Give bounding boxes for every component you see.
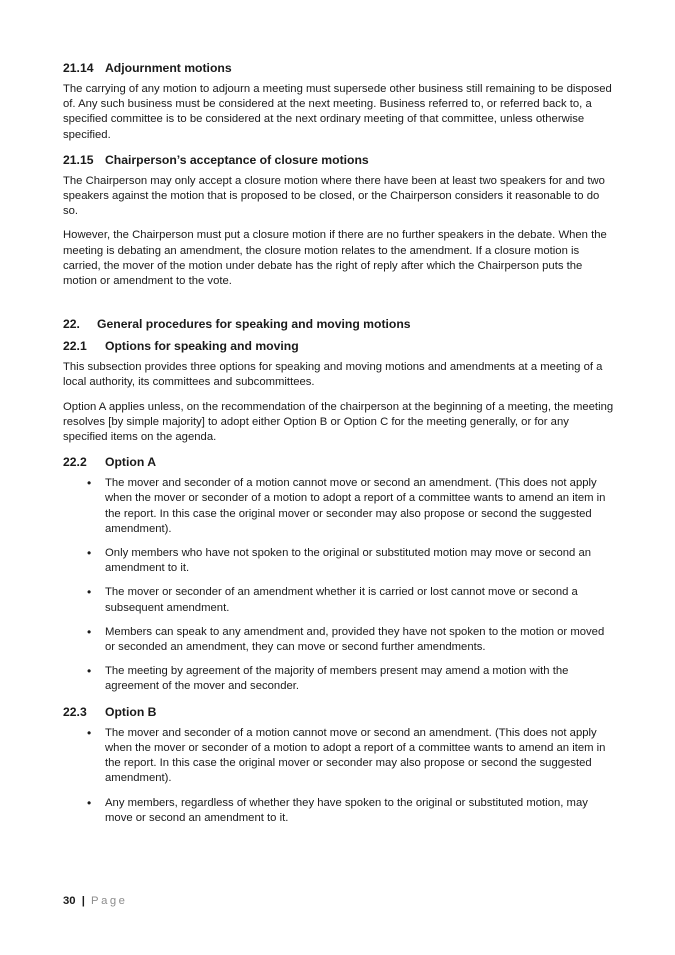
section-title: Option B [105, 704, 157, 719]
spacer [63, 298, 616, 316]
bullet-list-option-b [63, 726, 616, 826]
list-item: • The mover or seconder of an amendment whether it is carried or lost cannot move or second a subsequent amendment. [63, 585, 616, 615]
section-heading-22-2 [63, 454, 616, 470]
list-item: • Members can speak to any amendment and, provided they have not spoken to the motion or moved or seconded an amendment, they can move or second further amendments. [63, 625, 616, 655]
footer-separator: | [81, 895, 85, 907]
paragraph: Option A applies unless, on the recommendation of the chairperson at the beginning of a meeting, the meeting resolves [by simple majority] to adopt either Option B or Option C for the meeting generally, or for any specified items on the agenda. [63, 400, 614, 444]
section-title: Chairperson’s acceptance of closure motions [105, 152, 369, 167]
section-number: 22.2 [63, 455, 87, 470]
section-number: 22. [63, 317, 80, 332]
paragraph: The carrying of any motion to adjourn a meeting must supersede other business still remaining to be disposed of. Any such business must be considered at the next meeting. Business referred to, or referred back to, a specified committee is to be considered at the next ordinary meeting of that committee, unless otherwise specified. [63, 83, 612, 141]
section-title: Adjournment motions [105, 61, 232, 75]
paragraph: This subsection provides three options for speaking and moving motions and amendments at a meeting of a local authority, its committees and subcommittees. [63, 361, 603, 389]
document-page [63, 60, 616, 835]
section-heading-22-1 [63, 338, 616, 354]
section-number: 21.14 [63, 61, 94, 75]
section-number: 22.1 [63, 339, 87, 354]
section-number: 21.15 [63, 152, 94, 167]
list-item: • Only members who have not spoken to the original or substituted motion may move or second an amendment to it. [63, 546, 616, 576]
section-heading-21-15 [63, 152, 616, 168]
section-title: General procedures for speaking and moving motions [97, 317, 411, 332]
paragraph: However, the Chairperson must put a closure motion if there are no further speakers in the debate. When the meeting is debating an amendment, the closure motion relates to the amendment. If a closure motion is carried, the mover of the motion under debate has the right of reply after which the Chairperson puts the motion or amendment to the vote. [63, 229, 607, 288]
page-number: 30 [63, 895, 76, 907]
section-heading-22-3 [63, 704, 616, 720]
list-item: • The mover and seconder of a motion cannot move or second an amendment. (This does not apply when the mover or seconder of a motion to adopt a report of a committee wants to amend an item in the report. In this case the original mover or seconder may also propose or second the suggested amendment). [63, 726, 616, 787]
list-item: • Any members, regardless of whether they have spoken to the original or substituted motion, may move or second an amendment to it. [63, 796, 616, 826]
section-heading-21-14 [63, 60, 616, 76]
bullet-list-option-a [63, 476, 616, 694]
section-number: 22.3 [63, 704, 87, 719]
page-label: Page [91, 895, 128, 907]
section-heading-22 [63, 316, 616, 332]
list-item: • The mover and seconder of a motion cannot move or second an amendment. (This does not apply when the mover or seconder of a motion to adopt a report of a committee wants to amend an item in the report. In this case the original mover or seconder may also propose or second the suggested amendment). [63, 476, 616, 537]
section-title: Option A [105, 455, 156, 470]
page-footer [63, 894, 127, 908]
list-item: • The meeting by agreement of the majority of members present may amend a motion with the agreement of the mover and seconder. [63, 664, 616, 694]
section-title: Options for speaking and moving [105, 339, 299, 354]
paragraph: The Chairperson may only accept a closure motion where there have been at least two speakers for and two speakers against the motion that is proposed to be closed, or the Chairperson considers it reasonable to do so. [63, 174, 605, 218]
